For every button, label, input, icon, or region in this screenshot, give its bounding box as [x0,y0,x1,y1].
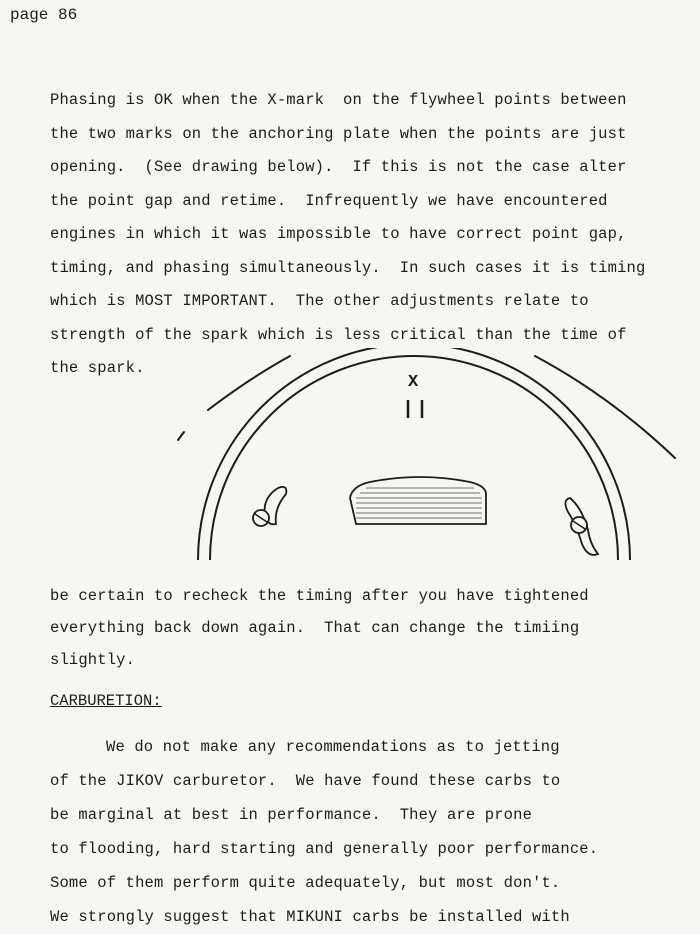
text-line: everything back down again. That can change the timiing [50,619,580,637]
text-line: the point gap and retime. Infrequently we have encountered [50,191,608,210]
magnet-block-outline [350,477,486,524]
text-line: timing, and phasing simultaneously. In such cases it is timing [50,258,646,277]
text-line: opening. (See drawing below). If this is not the case alter [50,158,627,176]
text-line: of the JIKOV carburetor. We have found these carbs to [50,772,561,790]
section-heading: CARBURETION: [50,692,162,710]
paragraph-carburetion [50,730,690,934]
text-line: which is MOST IMPORTANT. The other adjustments relate to [50,292,589,310]
text-line: Some of them perform quite adequately, but most don't. [50,874,561,892]
text-line: the two marks on the anchoring plate when the points are just [50,124,627,143]
text-line: We do not make any recommendations as to jetting [106,738,560,756]
outer-arc-left-long [208,356,290,410]
text-line: to flooding, hard starting and generally poor performance. [50,840,599,858]
paragraph-phasing [50,84,690,386]
outer-arc-right [535,356,675,458]
text-line: slightly. [50,651,136,669]
outer-arc-left [178,432,184,440]
paragraph-recheck [50,580,690,676]
text-line: We strongly suggest that MIKUNI carbs be installed with [50,908,570,926]
page-number: page 86 [10,6,78,24]
flywheel-timing-diagram [170,348,690,568]
text-line: be marginal at best in performance. They are prone [50,806,533,824]
text-line: Phasing is OK when the X-mark on the flywheel points between [50,91,627,109]
text-line: strength of the spark which is less critical than the time of [50,325,627,344]
text-line: engines in which it was impossible to have correct point gap, [50,225,627,243]
x-mark-label: X [408,373,419,392]
text-line: be certain to recheck the timing after you have tightened [50,587,589,605]
text-line: the spark. [50,359,145,377]
